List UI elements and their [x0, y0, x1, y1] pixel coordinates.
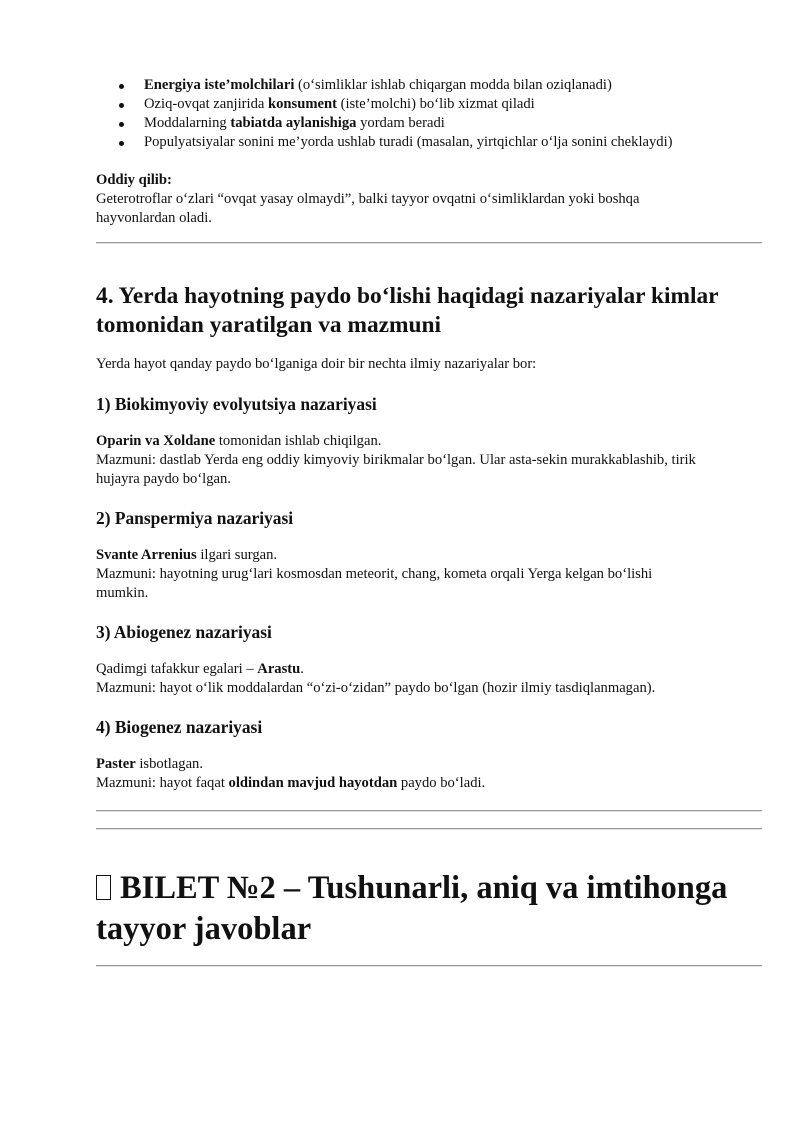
- bullet-icon: [119, 141, 124, 146]
- theory-1-heading: 1) Biokimyoviy evolyutsiya nazariyasi: [96, 394, 377, 414]
- divider: [96, 965, 762, 967]
- theory-3-body: Qadimgi tafakkur egalari – Arastu. Mazmuni: hayot o‘lik moddalardan “o‘zi-o‘zidan” paydo bo‘lgan (hozir ilmiy tasdiqlanmagan).: [96, 661, 656, 696]
- divider: [96, 828, 762, 830]
- list-item: Moddalarning tabiatda aylanishiga yordam beradi: [96, 114, 762, 133]
- missing-glyph-icon: [96, 875, 111, 900]
- simple-summary: [96, 171, 762, 228]
- list-item: Oziq-ovqat zanjirida konsument (iste’molchi) bo‘lib xizmat qiladi: [96, 95, 762, 114]
- list-item: Energiya iste’molchilari (o‘simliklar ishlab chiqargan modda bilan oziqlanadi): [96, 76, 762, 95]
- theory-3-heading: 3) Abiogenez nazariyasi: [96, 622, 272, 642]
- section-4-title: 4. Yerda hayotning paydo bo‘lishi haqidagi nazariyalar kimlar tomonidan yaratilgan va mazmuni: [96, 283, 719, 338]
- simple-label: Oddiy qilib:: [96, 172, 172, 188]
- theory-4-body: Paster isbotlagan. Mazmuni: hayot faqat oldindan mavjud hayotdan paydo bo‘ladi.: [96, 756, 486, 791]
- simple-text-line1: Geterotroflar o‘zlari “ovqat yasay olmaydi”, balki tayyor ovqatni o‘simliklardan yoki boshqa: [96, 191, 640, 207]
- theory-2-heading: 2) Panspermiya nazariyasi: [96, 508, 294, 528]
- theory-4-heading: 4) Biogenez nazariyasi: [96, 717, 263, 737]
- simple-text-line2: hayvonlardan oladi.: [96, 210, 212, 226]
- divider: [96, 242, 762, 244]
- theory-1-body: Oparin va Xoldane tomonidan ishlab chiqilgan. Mazmuni: dastlab Yerda eng oddiy kimyoviy birikmalar bo‘lgan. Ular asta-sekin murakkablashib, tirik hujayra paydo bo‘lgan.: [96, 433, 696, 487]
- section-4-intro: Yerda hayot qanday paydo bo‘lganiga doir bir nechta ilmiy nazariyalar bor:: [96, 356, 537, 372]
- bullet-icon: [119, 122, 124, 127]
- bullet-icon: [119, 103, 124, 108]
- theory-2-body: Svante Arrenius ilgari surgan. Mazmuni: hayotning urug‘lari kosmosdan meteorit, chang, kometa orqali Yerga kelgan bo‘lishi mumkin.: [96, 547, 653, 601]
- bullet-icon: [119, 84, 124, 89]
- ticket-title: BILET №2 – Tushunarli, aniq va imtihonga tayyor javoblar: [96, 870, 728, 947]
- divider: [96, 810, 762, 812]
- bullet-list: [96, 76, 762, 152]
- list-item: Populyatsiyalar sonini me’yorda ushlab turadi (masalan, yirtqichlar o‘lja sonini cheklaydi): [96, 133, 762, 152]
